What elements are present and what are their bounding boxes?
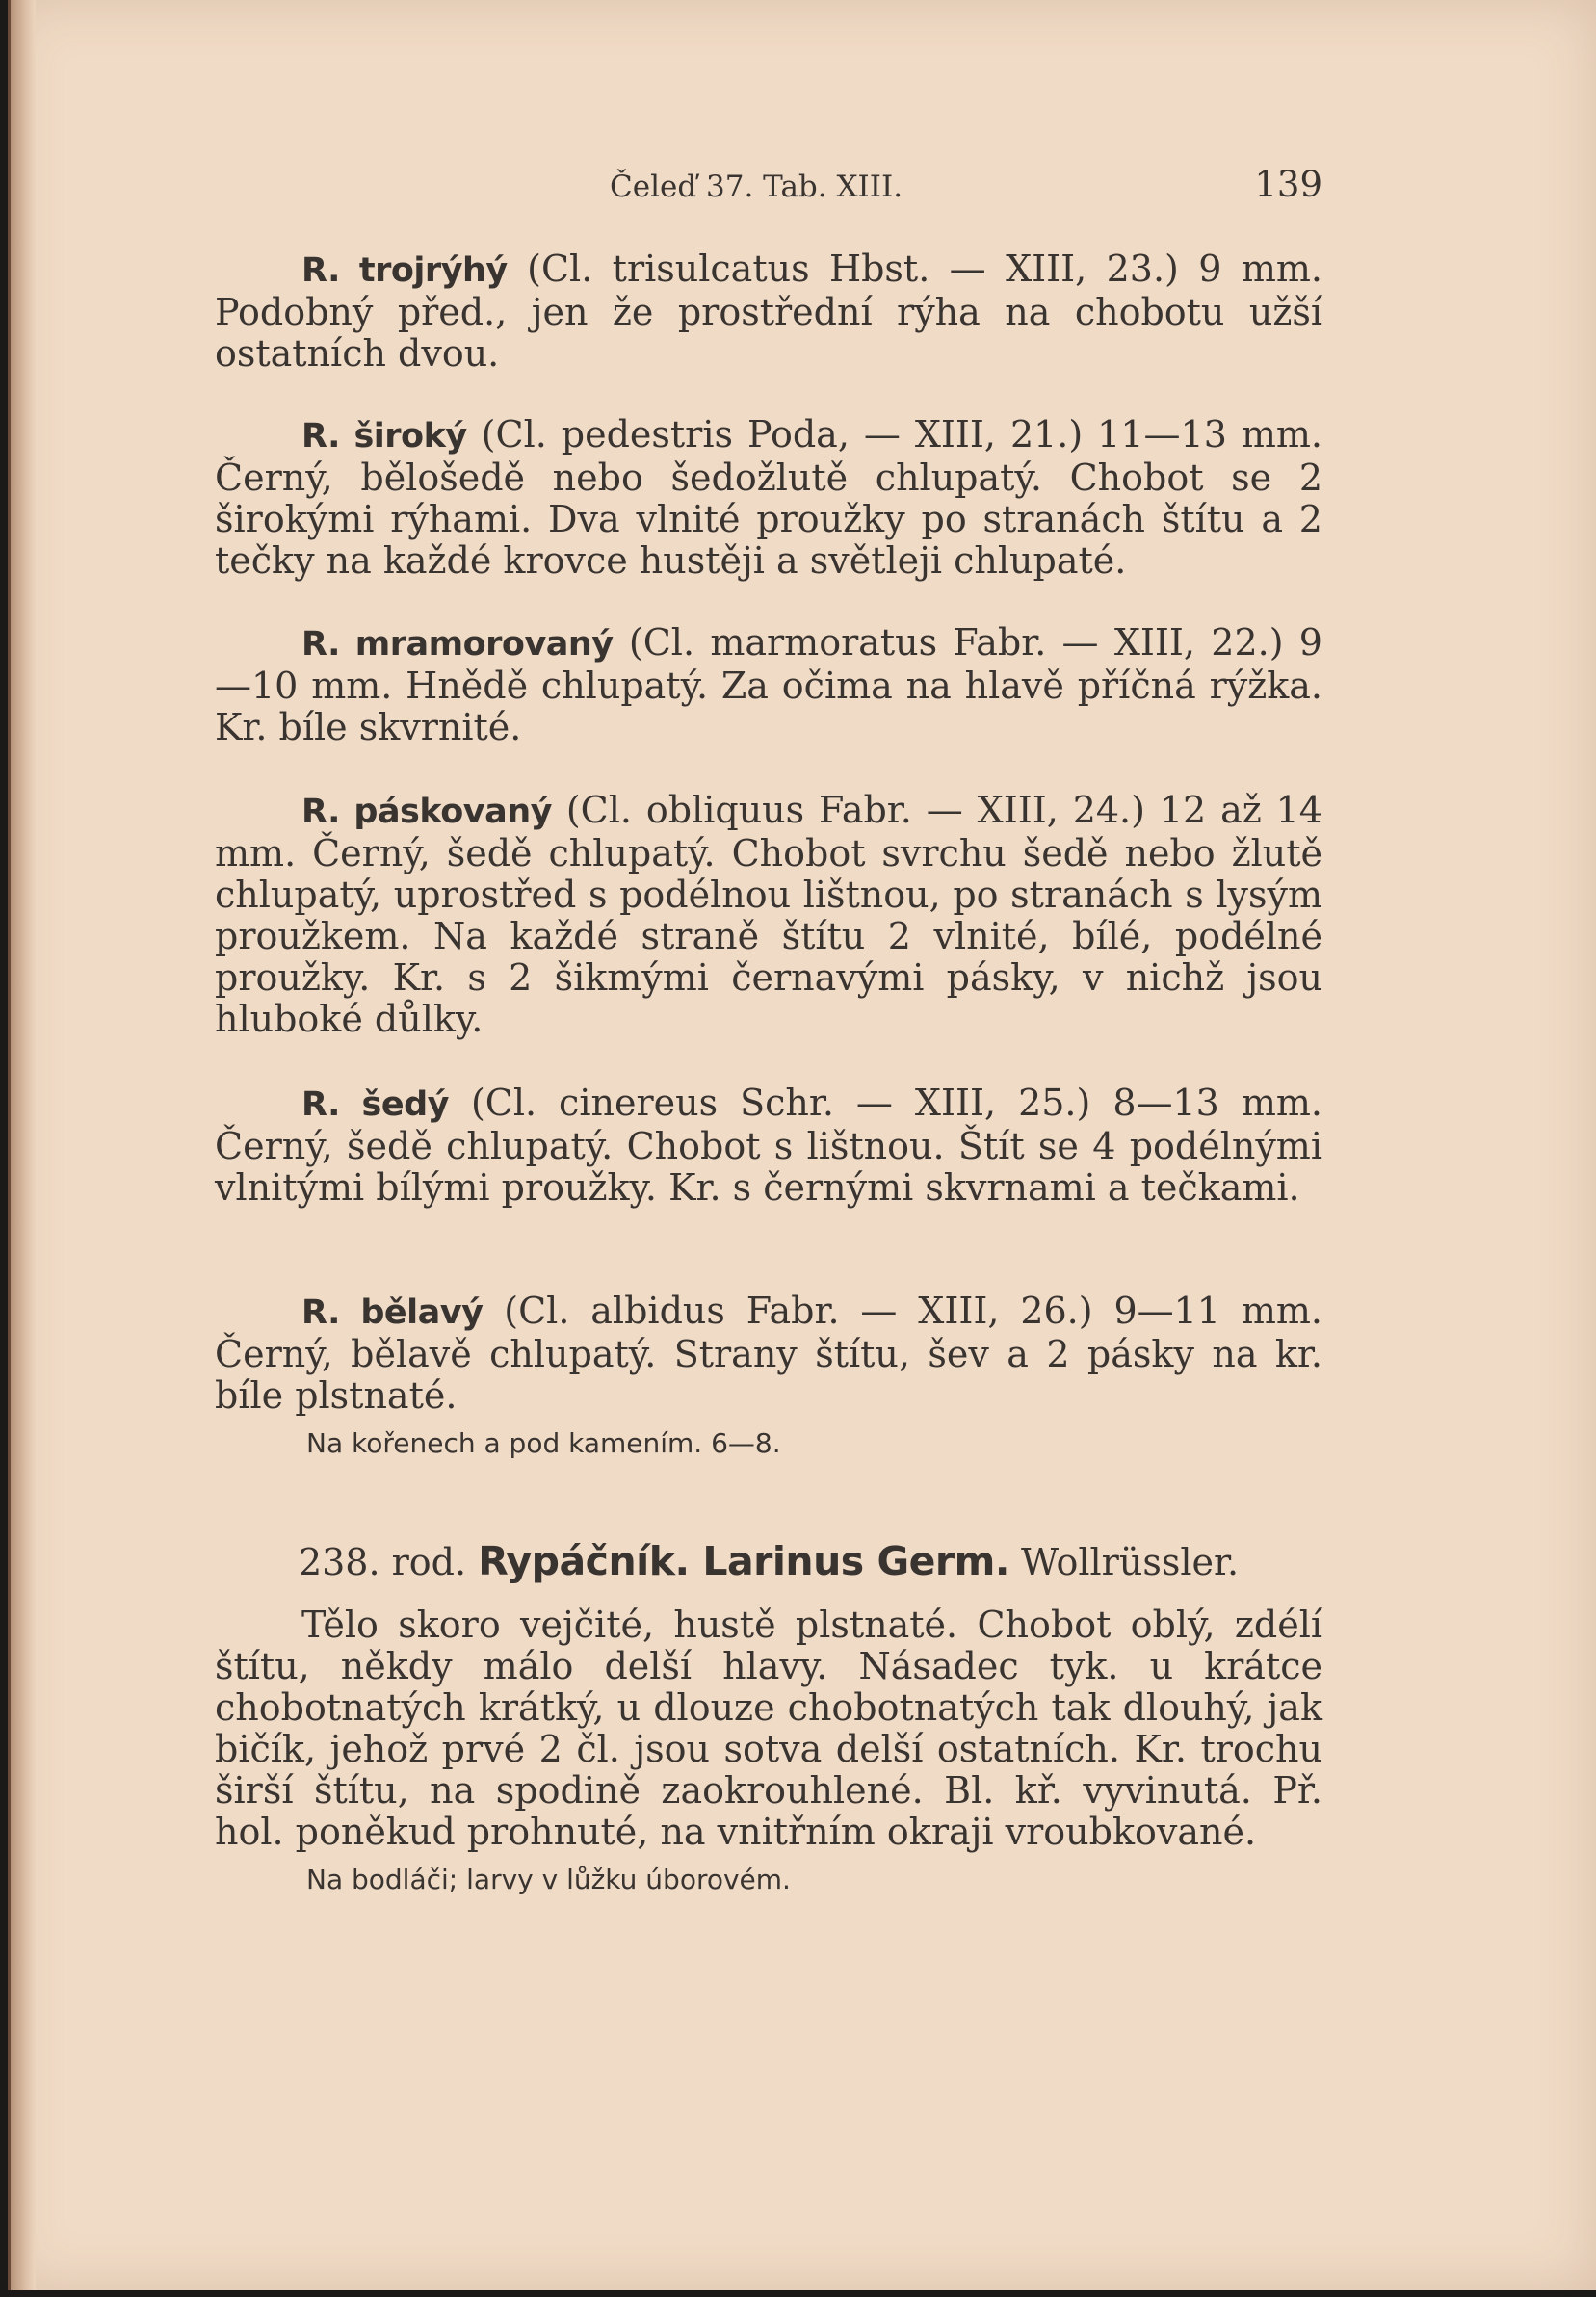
book-page — [8, 0, 1596, 2290]
species-description: (Cl. cinereus Schr. — XIII, 25.) 8—13 mm. Černý, šedě chlupatý. Chobot s lištnou. Štít se 4 podélnými vlnitými bílými proužky. Kr. s černými skvrnami a tečkami. — [215, 1082, 1322, 1209]
genus-section — [215, 1538, 1322, 1900]
book-spine-edge — [8, 0, 36, 2290]
species-name: R. šedý — [301, 1085, 449, 1124]
species-description: (Cl. pedestris Poda, — XIII, 21.) 11—13 mm. Černý, bělošedě nebo šedožlutě chlupatý. Chobot se 2 širokými rýhami. Dva vlnité proužky po stranách štítu a 2 tečky na každé krovce hustěji a světleji chlupaté. — [215, 413, 1322, 582]
species-entry — [215, 790, 1322, 1040]
genus-description: Tělo skoro vejčité, hustě plstnaté. Chobot oblý, zdélí štítu, někdy málo delší hlavy. Násadec tyk. u krátce chobotnatých krátký, u dlouze chobotnatých tak dlouhý, jak bičík, jehož prvé 2 čl. jsou sotva delší ostatních. Kr. trochu širší štítu, na spodině zaokrouhlené. Bl. kř. vyvinutá. Př. hol. poněkud prohnuté, na vnitřním okraji vroubkované. — [215, 1604, 1322, 1853]
species-entry — [215, 248, 1322, 375]
species-name: R. mramorovaný — [301, 625, 614, 664]
habitat-note: Na bodláči; larvy v lůžku úborovém. — [306, 1864, 791, 1895]
genus-heading — [215, 1538, 1322, 1584]
species-name: R. široký — [301, 417, 467, 456]
species-description: (Cl. obliquus Fabr. — XIII, 24.) 12 až 14 mm. Černý, šedě chlupatý. Chobot svrchu šedě nebo žlutě chlupatý, uprostřed s podélnou lištnou, po stranách s lysým proužkem. Na každé straně štítu 2 vlnité, bílé, podélné proužky. Kr. s 2 šikmými černavými pásky, v nichž jsou hluboké důlky. — [215, 789, 1322, 1040]
species-entry — [215, 622, 1322, 748]
habitat-note: Na kořenech a pod kamením. 6—8. — [306, 1427, 781, 1459]
species-entry — [215, 414, 1322, 582]
running-head: Čeleď 37. Tab. XIII. — [610, 170, 903, 204]
species-entry — [215, 1083, 1322, 1209]
species-name: R. trojrýhý — [301, 251, 508, 290]
genus-name: Rypáčník. Larinus Germ. — [478, 1538, 1009, 1584]
species-name: R. bělavý — [301, 1293, 484, 1332]
species-entry — [215, 1291, 1322, 1464]
species-description: (Cl. trisulcatus Hbst. — XIII, 23.) 9 mm. Podobný před., jen že prostřední rýha na chobotu užší ostatních dvou. — [215, 248, 1322, 375]
page-header — [215, 164, 1322, 212]
genus-number: 238. rod. — [298, 1541, 467, 1583]
species-description: (Cl. marmoratus Fabr. — XIII, 22.) 9—10 mm. Hnědě chlupatý. Za očima na hlavě příčná rýžka. Kr. bíle skvrnité. — [215, 621, 1322, 748]
genus-german-name: Wollrüssler. — [1021, 1541, 1240, 1583]
page-number: 139 — [1254, 164, 1322, 205]
species-description: (Cl. albidus Fabr. — XIII, 26.) 9—11 mm. Černý, bělavě chlupatý. Strany štítu, šev a 2 pásky na kr. bíle plstnaté. — [215, 1290, 1322, 1417]
species-name: R. páskovaný — [301, 793, 552, 831]
